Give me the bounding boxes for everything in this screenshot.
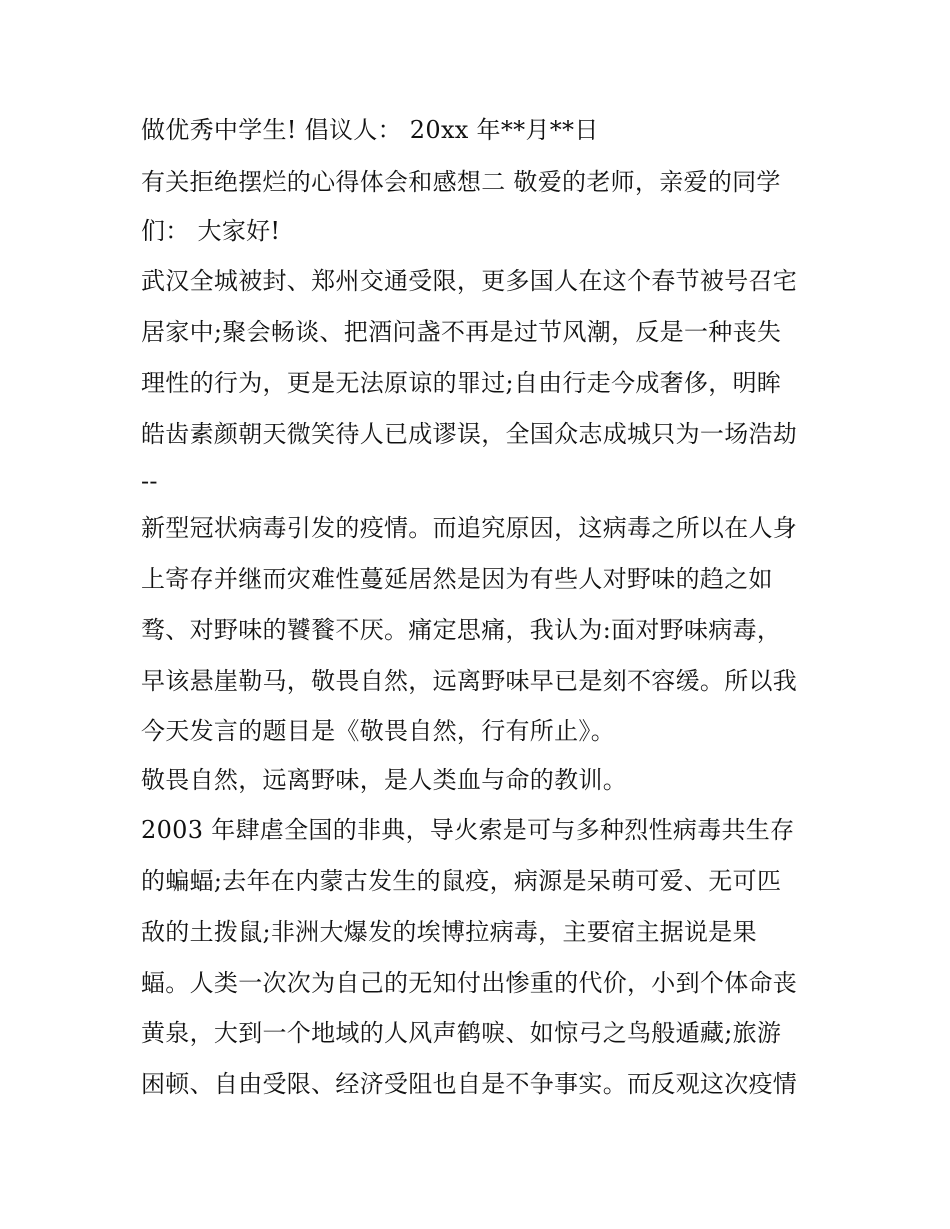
text-line-20: 困顿、自由受限、经济受阻也自是不争事实。而反观这次疫情	[141, 1070, 798, 1098]
text-line-10: 上寄存并继而灾难性蔓延居然是因为有些人对野味的趋之如	[141, 565, 773, 593]
text-line-5: 居家中;聚会畅谈、把酒问盏不再是过节风潮，反是一种丧失	[141, 318, 782, 346]
text-line-9: 新型冠状病毒引发的疫情。而追究原因，这病毒之所以在人身	[141, 514, 798, 542]
text-line-1: 做优秀中学生! 倡议人： 20xx 年**月**日	[141, 116, 599, 144]
text-line-19: 黄泉，大到一个地域的人风声鹤唳、如惊弓之鸟般遁藏;旅游	[141, 1019, 782, 1047]
text-line-7: 皓齿素颜朝天微笑待人已成谬误，全国众志成城只为一场浩劫	[141, 420, 798, 448]
text-line-14: 敬畏自然，远离野味，是人类血与命的教训。	[141, 766, 627, 794]
text-line-17: 敌的土拨鼠;非洲大爆发的埃博拉病毒，主要宿主据说是果	[141, 918, 757, 946]
text-line-15: 2003 年肆虐全国的非典，导火索是可与多种烈性病毒共生存	[141, 816, 795, 844]
text-line-2: 有关拒绝摆烂的心得体会和感想二 敬爱的老师，亲爱的同学	[141, 168, 781, 196]
text-line-8: --	[141, 467, 158, 495]
text-line-6: 理性的行为，更是无法原谅的罪过;自由行走今成奢侈，明眸	[141, 369, 782, 397]
text-line-18: 蝠。人类一次次为自己的无知付出惨重的代价，小到个体命丧	[141, 969, 798, 997]
text-line-16: 的蝙蝠;去年在内蒙古发生的鼠疫，病源是呆萌可爱、无可匹	[141, 867, 782, 895]
text-line-11: 骛、对野味的饕餮不厌。痛定思痛，我认为:面对野味病毒，	[141, 616, 782, 644]
text-line-3: 们： 大家好!	[141, 217, 281, 245]
text-line-4: 武汉全城被封、郑州交通受限，更多国人在这个春节被号召宅	[141, 267, 798, 295]
text-line-12: 早该悬崖勒马，敬畏自然，远离野味早已是刻不容缓。所以我	[141, 667, 798, 695]
text-line-13: 今天发言的题目是《敬畏自然，行有所止》。	[141, 717, 615, 745]
